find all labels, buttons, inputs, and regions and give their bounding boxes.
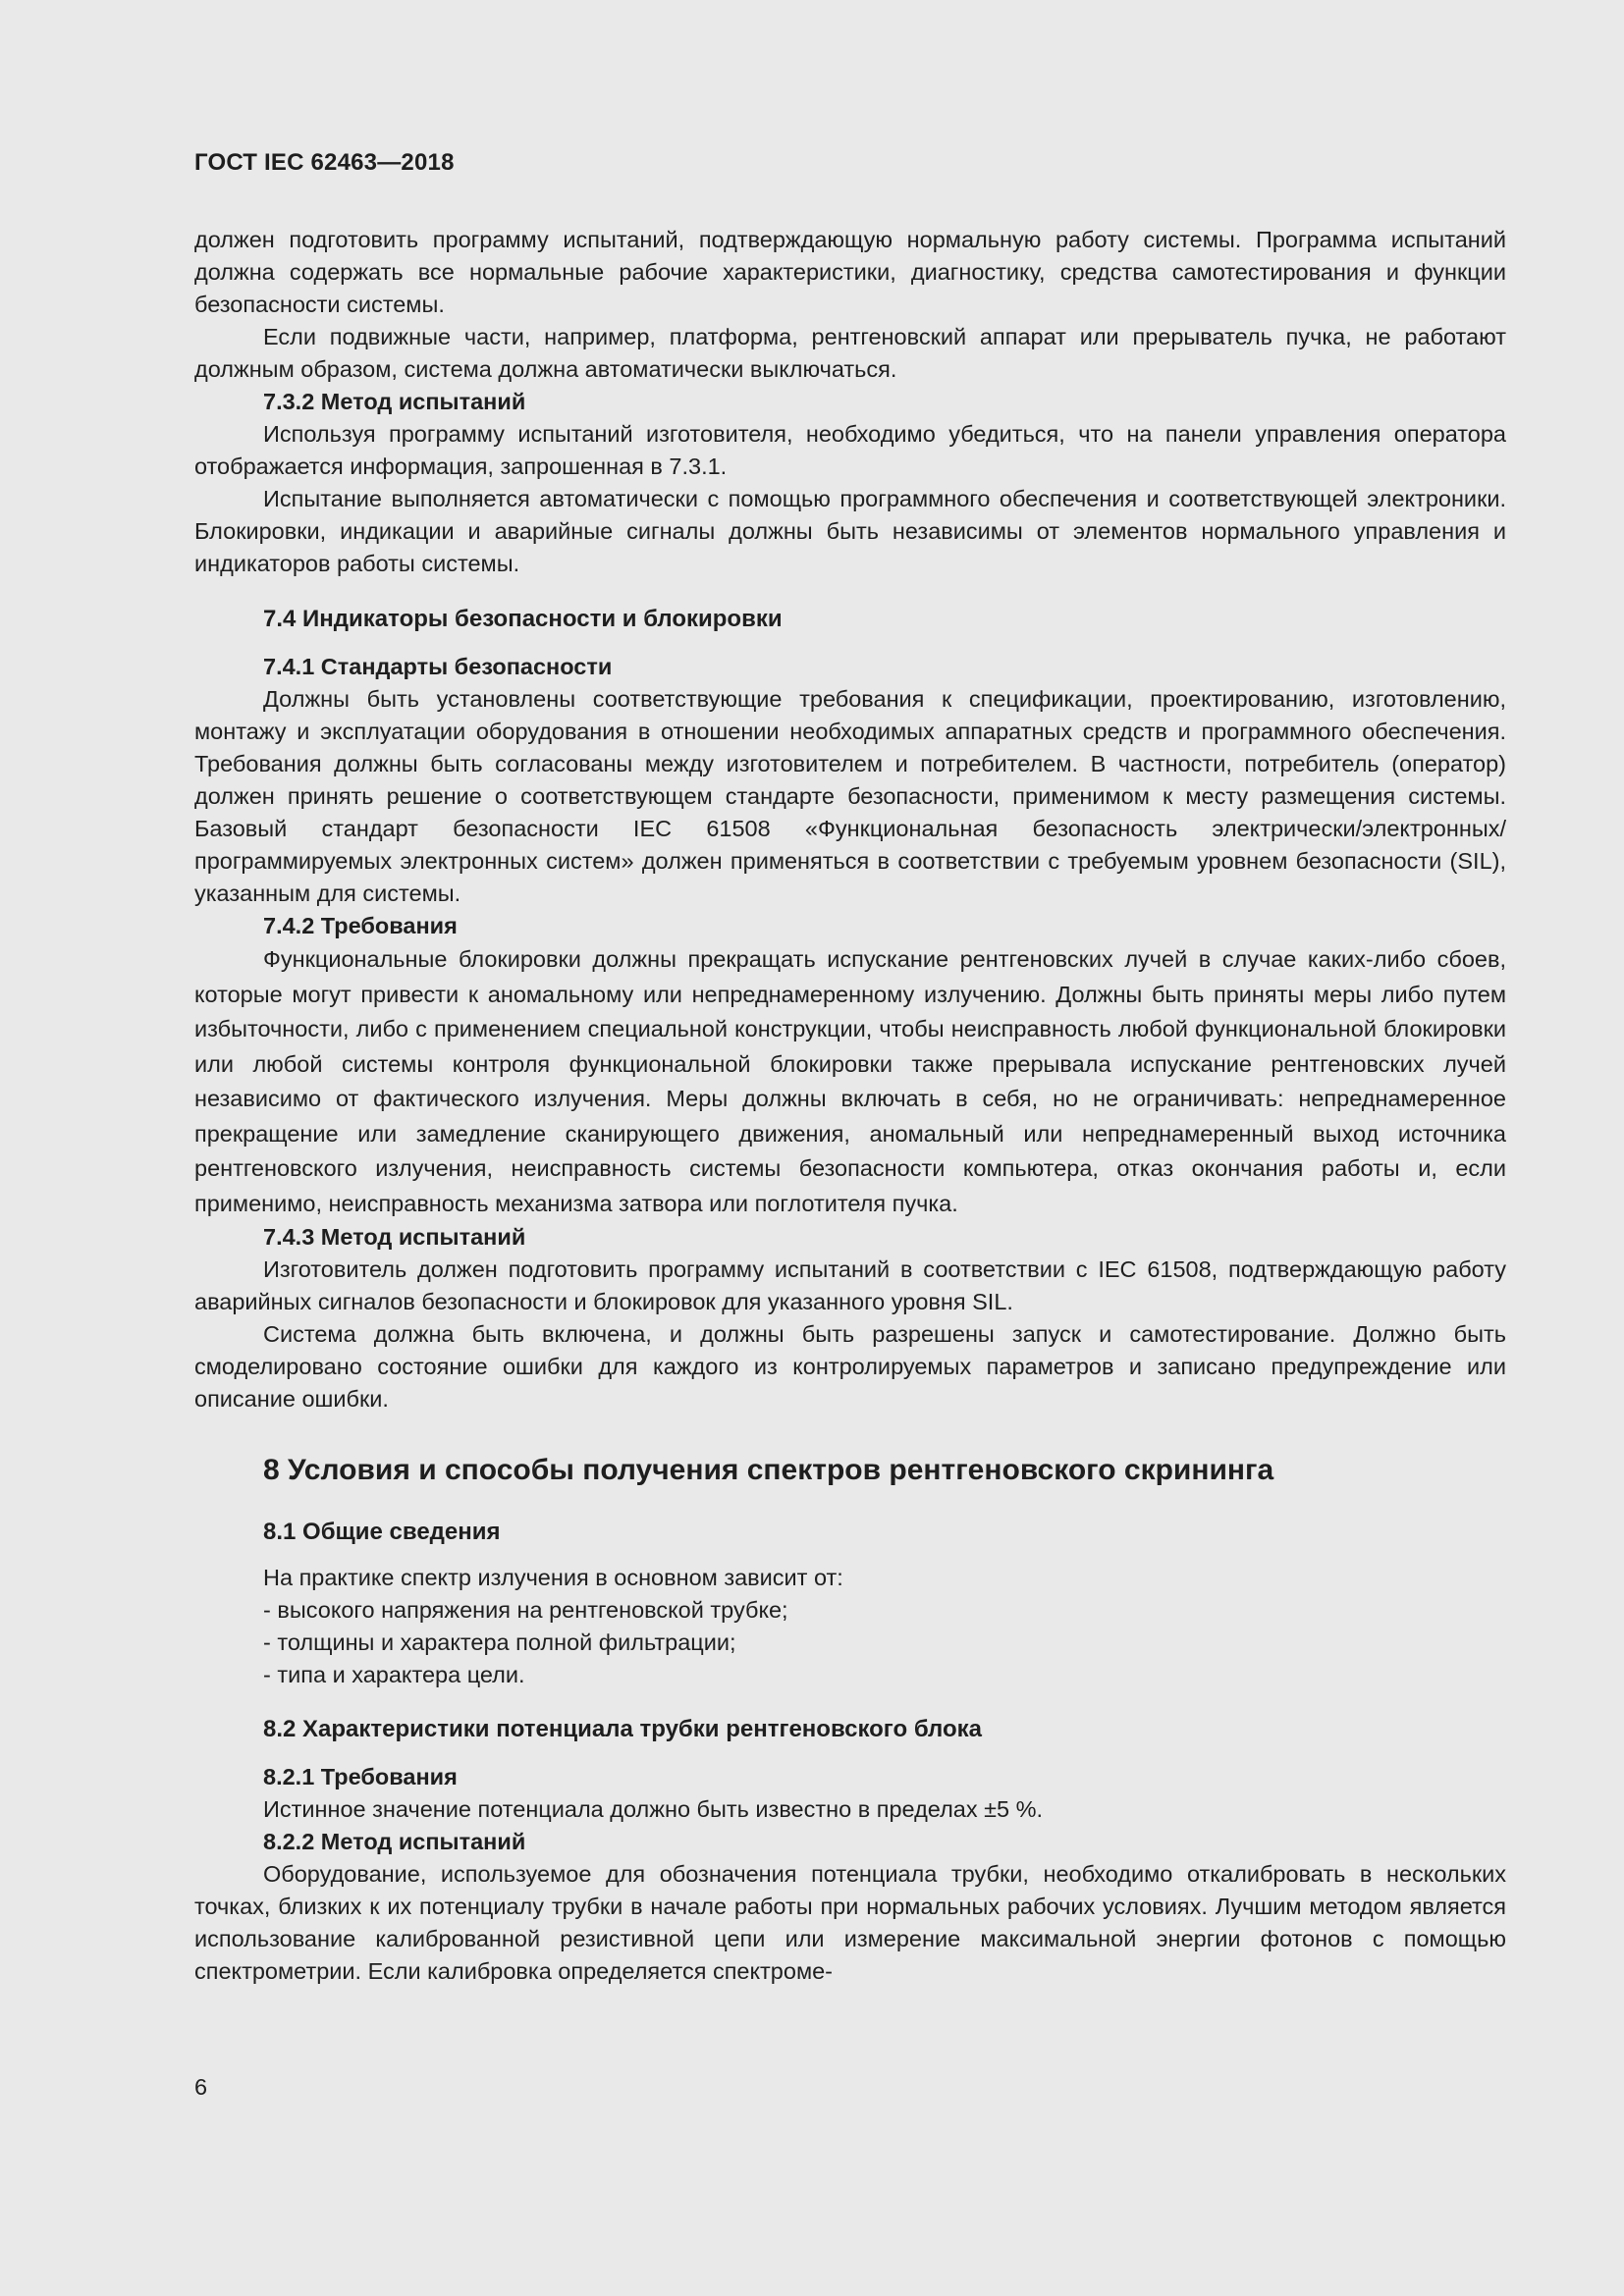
page-number: 6 [194, 2074, 208, 2100]
paragraph: Испытание выполняется автоматически с помощью программного обеспечения и соответствующей электроники. Блокировки, индикации и аварийные сигналы должны быть независимы от элементов нормального управления и индикаторов работы системы. [194, 486, 1506, 576]
document-header: ГОСТ IEC 62463—2018 [194, 149, 455, 176]
paragraph: Функциональные блокировки должны прекращать испускание рентгеновских лучей в случае каких-либо сбоев, которые могут привести к аномальному или непреднамеренному излучению. Должны быть приняты меры либо путем избыточности, либо с применением специальной конструкции, чтобы неисправность любой функциональной блокировки или любой системы контроля функциональной блокировки также прерывала испускание рентгеновских лучей независимо от фактического излучения. Меры должны включать в себя, но не ограничивать: непреднамеренное прекращение или замедление сканирующего движения, аномальный или непреднамеренный выход источника рентгеновского излучения, неисправность системы безопасности компьютера, отказ окончания работы и, если применимо, неисправность механизма затвора или поглотителя пучка. [194, 946, 1506, 1216]
subsection-heading-7-4-2: 7.4.2 Требования [263, 913, 458, 938]
subsection-heading-7-4-1: 7.4.1 Стандарты безопасности [263, 654, 613, 679]
paragraph: Истинное значение потенциала должно быть известно в пределах ±5 %. [263, 1796, 1044, 1822]
section-heading-8-1: 8.1 Общие сведения [263, 1519, 501, 1545]
list-item: - типа и характера цели. [263, 1662, 525, 1687]
subsection-heading-8-2-2: 8.2.2 Метод испытаний [263, 1829, 526, 1854]
paragraph: Если подвижные части, например, платформа, рентгеновский аппарат или прерыватель пучка, не работают должным образом, система должна автоматически выключаться. [194, 324, 1506, 382]
list-item: - высокого напряжения на рентгеновской трубке; [263, 1597, 788, 1623]
paragraph: Должны быть установлены соответствующие требования к спецификации, проектированию, изготовлению, монтажу и эксплуатации оборудования в отношении необходимых аппаратных средств и программного обеспечения. Требования должны быть согласованы между изготовителем и потребителем. В частности, потребитель (оператор) должен принять решение о соответствующем стандарте безопасности, применимом к месту размещения системы. Базовый стандарт безопасности IEC 61508 «Функциональная безопасность электрически/электронных/программируемых электронных систем» должен применяться в соответствии с требуемым уровнем безопасности (SIL), указанным для системы. [194, 686, 1506, 906]
list-item: - толщины и характера полной фильтрации; [263, 1629, 736, 1655]
paragraph: Система должна быть включена, и должны быть разрешены запуск и самотестирование. Должно быть смоделировано состояние ошибки для каждого из контролируемых параметров и записано предупреждение или описание ошибки. [194, 1321, 1506, 1412]
paragraph: должен подготовить программу испытаний, подтверждающую нормальную работу системы. Программа испытаний должна содержать все нормальные рабочие характеристики, диагностику, средства самотестирования и функции безопасности системы. [194, 227, 1506, 317]
subsection-heading-8-2-1: 8.2.1 Требования [263, 1764, 458, 1789]
paragraph: Используя программу испытаний изготовителя, необходимо убедиться, что на панели управления оператора отображается информация, запрошенная в 7.3.1. [194, 421, 1506, 479]
paragraph: Изготовитель должен подготовить программу испытаний в соответствии с IEC 61508, подтверждающую работу аварийных сигналов безопасности и блокировок для указанного уровня SIL. [194, 1256, 1506, 1314]
paragraph: Оборудование, используемое для обозначения потенциала трубки, необходимо откалибровать в нескольких точках, близких к их потенциалу трубки в начале работы при нормальных рабочих условиях. Лучшим методом является использование калиброванной резистивной цепи или измерение максимальной энергии фотонов с помощью спектрометрии. Если калибровка определяется спектроме- [194, 1861, 1506, 1984]
document-body [194, 224, 1506, 1988]
subsection-heading-7-4-3: 7.4.3 Метод испытаний [263, 1224, 526, 1250]
paragraph: На практике спектр излучения в основном зависит от: [263, 1565, 843, 1590]
section-heading-7-4: 7.4 Индикаторы безопасности и блокировки [263, 606, 783, 632]
section-heading-8-2: 8.2 Характеристики потенциала трубки рентгеновского блока [263, 1716, 982, 1742]
chapter-heading-8: 8 Условия и способы получения спектров рентгеновского скрининга [263, 1454, 1274, 1486]
subsection-heading-7-3-2: 7.3.2 Метод испытаний [263, 389, 526, 414]
